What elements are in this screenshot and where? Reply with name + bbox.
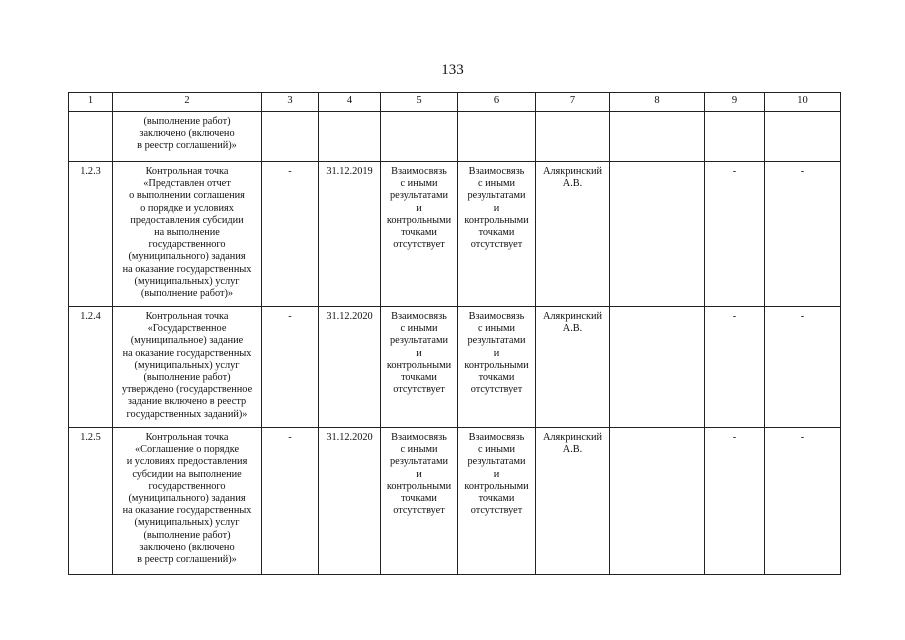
relation-cell: Взаимосвязь с иными результатами и контрольными точками отсутствует (458, 428, 536, 575)
column-header: 10 (765, 93, 841, 112)
column-header: 6 (458, 93, 536, 112)
column-number-header-row (69, 93, 841, 112)
description-cell: Контрольная точка «Соглашение о порядке и условиях предоставления субсидии на выполнение государственного (муниципального) задания на оказание государственных (муниципальных) услуг (выполнение работ) заключено (включено в реестр соглашений)» (113, 428, 262, 575)
col10-cell: - (765, 428, 841, 575)
col8-cell (610, 162, 705, 307)
col9-cell: - (705, 162, 765, 307)
column-header: 1 (69, 93, 113, 112)
col3-cell: - (262, 162, 319, 307)
empty-cell (705, 112, 765, 162)
empty-cell (610, 112, 705, 162)
column-header: 9 (705, 93, 765, 112)
row-number-cell: 1.2.4 (69, 307, 113, 428)
column-header: 2 (113, 93, 262, 112)
description-cell: Контрольная точка «Государственное (муниципальное) задание на оказание государственных (муниципальных) услуг (выполнение работ) утверждено (государственное задание включено в реестр государственных заданий)» (113, 307, 262, 428)
empty-cell (319, 112, 381, 162)
col3-cell: - (262, 428, 319, 575)
empty-cell (536, 112, 610, 162)
column-header: 8 (610, 93, 705, 112)
row-number-cell: 1.2.3 (69, 162, 113, 307)
responsible-cell: Алякринский А.В. (536, 307, 610, 428)
table-row (69, 307, 841, 428)
empty-cell (458, 112, 536, 162)
col9-cell: - (705, 428, 765, 575)
row-number-cell: 1.2.5 (69, 428, 113, 575)
continuation-description-cell: (выполнение работ) заключено (включено в реестр соглашений)» (113, 112, 262, 162)
col8-cell (610, 428, 705, 575)
responsible-cell: Алякринский А.В. (536, 428, 610, 575)
relation-cell: Взаимосвязь с иными результатами и контрольными точками отсутствует (458, 162, 536, 307)
date-cell: 31.12.2019 (319, 162, 381, 307)
description-cell: Контрольная точка «Представлен отчет о выполнении соглашения о порядке и условиях предоставления субсидии на выполнение государственного (муниципального) задания на оказание государственных (муниципальных) услуг (выполнение работ)» (113, 162, 262, 307)
continuation-row (69, 112, 841, 162)
control-points-table (68, 92, 841, 575)
relation-cell: Взаимосвязь с иными результатами и контрольными точками отсутствует (381, 428, 458, 575)
table-row (69, 162, 841, 307)
empty-cell (765, 112, 841, 162)
date-cell: 31.12.2020 (319, 307, 381, 428)
responsible-cell: Алякринский А.В. (536, 162, 610, 307)
table-row (69, 428, 841, 575)
column-header: 3 (262, 93, 319, 112)
empty-cell (262, 112, 319, 162)
date-cell: 31.12.2020 (319, 428, 381, 575)
relation-cell: Взаимосвязь с иными результатами и контрольными точками отсутствует (458, 307, 536, 428)
col3-cell: - (262, 307, 319, 428)
relation-cell: Взаимосвязь с иными результатами и контрольными точками отсутствует (381, 307, 458, 428)
page-number: 133 (441, 62, 464, 78)
column-header: 5 (381, 93, 458, 112)
empty-cell (381, 112, 458, 162)
column-header: 7 (536, 93, 610, 112)
col10-cell: - (765, 307, 841, 428)
col10-cell: - (765, 162, 841, 307)
continuation-number-cell (69, 112, 113, 162)
column-header: 4 (319, 93, 381, 112)
relation-cell: Взаимосвязь с иными результатами и контрольными точками отсутствует (381, 162, 458, 307)
col9-cell: - (705, 307, 765, 428)
col8-cell (610, 307, 705, 428)
